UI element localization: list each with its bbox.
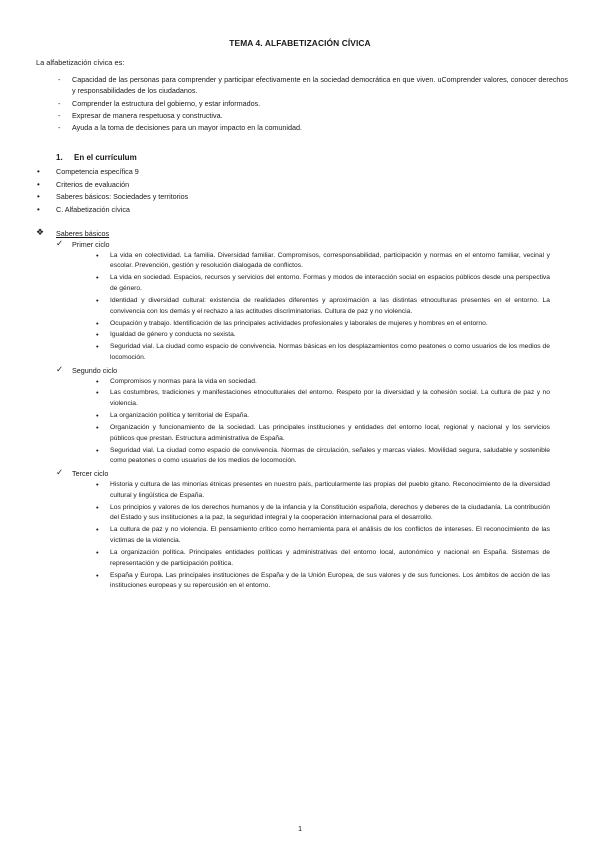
saberes-heading-label: Saberes básicos <box>56 229 110 238</box>
list-item <box>58 122 568 133</box>
list-item-text: Organización y funcionamiento de la sociedad. Las principales instituciones y entidades del entorno local, regional y nacional y los servicios públicos que prestan. Estructura administrativa de España. <box>110 424 550 442</box>
list-item <box>96 377 550 388</box>
bullet-icon: • <box>37 204 40 214</box>
ciclo-items <box>96 377 550 468</box>
bullet-icon: • <box>37 179 40 189</box>
ciclo-title <box>56 239 576 251</box>
bullet-icon: • <box>96 502 99 512</box>
list-item <box>96 330 550 341</box>
list-item <box>96 319 550 330</box>
bullet-icon: • <box>96 330 99 340</box>
bullet-icon: • <box>37 192 40 201</box>
ciclo-section <box>56 468 576 592</box>
list-item-text: Comprender la estructura del gobierno, y estar informados. <box>72 98 261 108</box>
list-item <box>36 179 188 192</box>
bullet-icon: • <box>96 318 99 328</box>
list-item-text: La vida en colectividad. La familia. Diversidad familiar. Compromisos, corresponsabilidad, participación y normas en el entorno familiar, vecinal y escolar. Prevención, gestión y resolución dialogada de conflictos. <box>110 251 550 270</box>
bullet-icon: • <box>96 570 99 580</box>
bullet-icon: • <box>96 479 99 489</box>
list-item <box>96 388 550 410</box>
checkmark-icon: ✓ <box>56 238 64 248</box>
page-number: 1 <box>297 824 303 833</box>
list-item-text: Las costumbres, tradiciones y manifestaciones etnoculturales del entorno. Respeto por la diversidad y la cohesión social. La cultura de paz y no violencia. <box>110 389 550 408</box>
bullet-icon: • <box>96 547 99 557</box>
list-item-text: Seguridad vial. La ciudad como espacio de convivencia. Normas de circulación, señales y marcas viales. Movilidad segura, saludable y sostenible como peatones o como usuarios de los medios de locomoción. <box>110 446 550 465</box>
list-item <box>96 296 550 318</box>
dash-bullet-icon: - <box>58 123 61 133</box>
list-item-text: La cultura de paz y no violencia. El pensamiento crítico como herramienta para el análisis de los conflictos de intereses. El reconocimiento de las víctimas de la violencia. <box>110 526 550 545</box>
diamond-bullet-icon: ❖ <box>36 227 45 237</box>
list-item-text: Historia y cultura de las minorías étnicas presentes en nuestro país, particularmente las propias del pueblo gitano. Reconocimiento de la diversidad cultural y lingüística de España. <box>110 480 550 499</box>
list-item-text: Competencia específica 9 <box>56 167 139 176</box>
list-item <box>96 273 550 295</box>
ciclo-section <box>56 365 576 467</box>
saberes-heading <box>36 228 576 239</box>
list-item <box>96 525 550 547</box>
dash-bullet-icon: - <box>58 75 61 84</box>
list-item-text: La organización política y territorial de España. <box>110 412 250 420</box>
curriculum-list <box>36 166 188 216</box>
ciclo-title-label: Segundo ciclo <box>72 366 118 376</box>
ciclos-container <box>36 239 576 592</box>
list-item-text: Expresar de manera respetuosa y constructiva. <box>72 110 223 120</box>
list-item-text: Compromisos y normas para la vida en sociedad. <box>110 377 257 385</box>
ciclo-title <box>56 365 576 377</box>
bullet-icon: • <box>96 388 99 398</box>
ciclo-title <box>56 468 576 480</box>
list-item-text: Criterios de evaluación <box>56 179 130 189</box>
ciclo-items <box>96 251 550 364</box>
bullet-icon: • <box>37 167 40 176</box>
list-item-text: Ayuda a la toma de decisiones para un mayor impacto en la comunidad. <box>72 123 303 133</box>
list-item-text: La organización política. Principales entidades políticas y administrativas del entorno local, autonómico y nacional en España. Sistemas de representación y de participación política. <box>110 548 550 567</box>
list-item <box>58 98 568 109</box>
list-item <box>36 204 188 217</box>
list-item <box>96 446 550 468</box>
list-item-text: Igualdad de género y conducta no sexista. <box>110 331 236 339</box>
ciclo-title-label: Tercer ciclo <box>72 469 109 479</box>
saberes-block <box>36 228 576 593</box>
dash-bullet-icon: - <box>58 98 61 108</box>
list-item <box>96 480 550 502</box>
list-item <box>96 503 550 525</box>
list-item <box>58 74 568 96</box>
list-item-text: Seguridad vial. La ciudad como espacio de convivencia. Normas básicas en los desplazamientos como peatones o como usuarios de los medios de locomoción. <box>110 343 550 362</box>
ciclo-section <box>56 239 576 364</box>
list-item <box>58 110 568 121</box>
document-title: TEMA 4. ALFABETIZACIÓN CÍVICA <box>229 38 371 48</box>
dash-bullet-icon: - <box>58 110 61 120</box>
list-item-text: C. Alfabetización cívica <box>56 204 130 214</box>
list-item-text: La vida en sociedad. Espacios, recursos y servicios del entorno. Formas y modos de interacción social en espacios públicos desde una perspectiva de género. <box>110 274 550 292</box>
list-item <box>96 411 550 422</box>
bullet-icon: • <box>96 342 99 352</box>
bullet-icon: • <box>96 250 99 260</box>
section-number: 1. <box>56 153 63 162</box>
checkmark-icon: ✓ <box>56 467 64 478</box>
section-heading <box>56 153 137 162</box>
bullet-icon: • <box>96 295 99 305</box>
section-title: En el currículum <box>74 153 137 162</box>
bullet-icon: • <box>96 525 99 535</box>
bullet-icon: • <box>96 445 99 455</box>
list-item <box>36 191 188 204</box>
list-item <box>36 166 188 179</box>
list-item-text: España y Europa. Las principales instituciones de España y de la Unión Europea, de sus valores y de sus funciones. Los ámbitos de acción de las instituciones europeas y su repercusión en el entorno. <box>110 571 550 590</box>
list-item-text: Ocupación y trabajo. Identificación de las principales actividades profesionales y laborales de mujeres y hombres en el entorno. <box>110 319 488 327</box>
definition-list <box>58 74 568 135</box>
ciclo-items <box>96 480 550 592</box>
ciclo-title-label: Primer ciclo <box>72 240 110 249</box>
list-item <box>96 423 550 445</box>
bullet-icon: • <box>96 423 99 432</box>
list-item-text: Identidad y diversidad cultural: existencia de realidades diferentes y aproximación a las distintas etnoculturas presentes en el entorno. La convivencia con los demás y el rechazo a las actitudes discriminatorias. Cultura de paz y no violencia. <box>110 296 550 315</box>
bullet-icon: • <box>96 273 99 283</box>
intro-text: La alfabetización cívica es: <box>36 58 125 67</box>
bullet-icon: • <box>96 411 99 421</box>
list-item <box>96 571 550 593</box>
bullet-icon: • <box>96 376 99 386</box>
list-item <box>96 251 550 273</box>
list-item-text: Capacidad de las personas para comprender y participar efectivamente en la sociedad democrática en que viven. uComprender valores, conocer derechos y responsabilidades de los ciudadanos. <box>72 75 568 96</box>
list-item <box>96 342 550 364</box>
list-item-text: Los principios y valores de los derechos humanos y de la infancia y la Constitución española, derechos y deberes de la ciudadanía. La contribución del Estado y sus instituciones a la paz, la seguridad integral y la cooperación internacional para el desarrollo. <box>110 503 550 522</box>
list-item <box>96 548 550 570</box>
list-item-text: Saberes básicos: Sociedades y territorios <box>56 192 189 201</box>
checkmark-icon: ✓ <box>56 364 64 375</box>
